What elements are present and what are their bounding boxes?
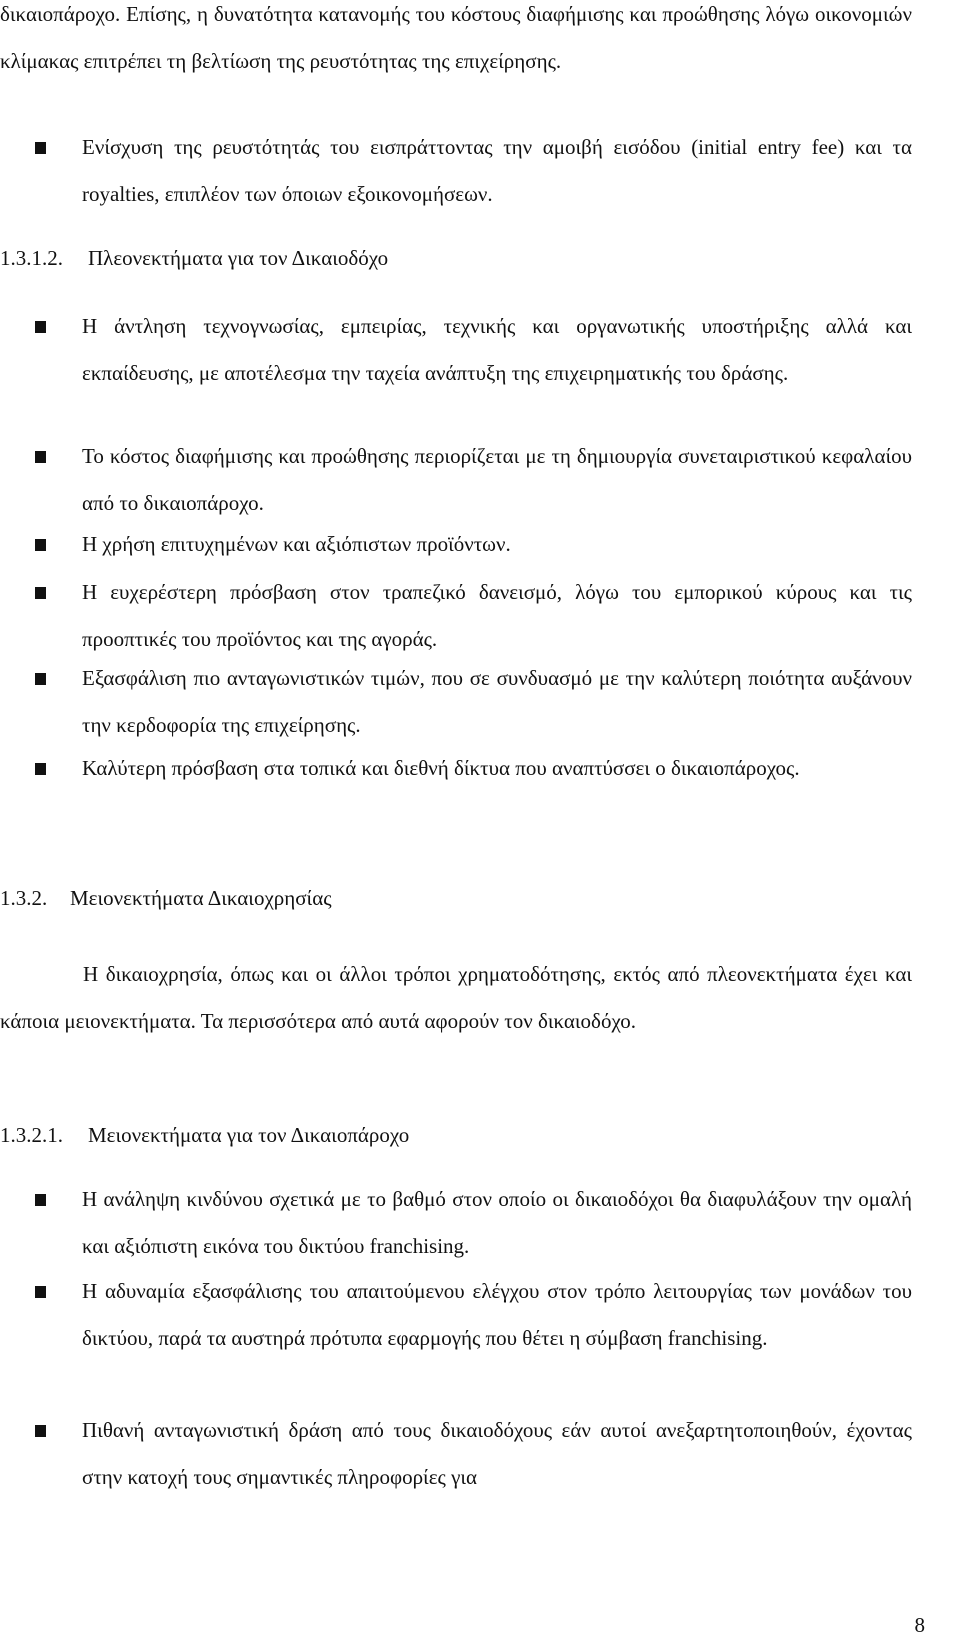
list-item-text: Πιθανή ανταγωνιστική δράση από τους δικαιοδόχους εάν αυτοί ανεξαρτητοποιηθούν, έχοντας στην κατοχή τους σημαντικές πληροφορίες για <box>82 1418 912 1489</box>
square-bullet-icon <box>35 763 46 775</box>
list-item-text: Η ανάληψη κινδύνου σχετικά με το βαθμό στον οποίο οι δικαιοδόχοι θα διαφυλάξουν την ομαλή και αξιόπιστη εικόνα του δικτύου franchising. <box>82 1187 912 1258</box>
list-item-text: Καλύτερη πρόσβαση στα τοπικά και διεθνή δίκτυα που αναπτύσσει ο δικαιοπάροχος. <box>82 756 800 780</box>
section-title: Μειονεκτήματα Δικαιοχρησίας <box>70 886 332 910</box>
section-title: Πλεονεκτήματα για τον Δικαιοδόχο <box>88 246 389 270</box>
section-number: 1.3.2. <box>0 886 48 910</box>
list-item-text: Η άντληση τεχνογνωσίας, εμπειρίας, τεχνικής και οργανωτικής υποστήριξης αλλά και εκπαίδευσης, με αποτέλεσμα την ταχεία ανάπτυξη της επιχειρηματικής του δράσης. <box>82 314 912 385</box>
square-bullet-icon <box>35 1194 46 1206</box>
list-item-text: Η χρήση επιτυχημένων και αξιόπιστων προϊόντων. <box>82 532 511 556</box>
section-paragraph: Η δικαιοχρησία, όπως και οι άλλοι τρόποι χρηματοδότησης, εκτός από πλεονεκτήματα έχει και κάποια μειονεκτήματα. Τα περισσότερα από αυτά αφορούν τον δικαιοδόχο. <box>0 962 912 1033</box>
section-number: 1.3.2.1. <box>0 1123 63 1147</box>
list-item-text: Η αδυναμία εξασφάλισης του απαιτούμενου ελέγχου στον τρόπο λειτουργίας των μονάδων του δικτύου, παρά τα αυστηρά πρότυπα εφαρμογής που θέτει η σύμβαση franchising. <box>82 1279 912 1350</box>
section-heading-132 <box>0 883 332 913</box>
section-heading-1312 <box>0 243 388 273</box>
square-bullet-icon <box>35 1286 46 1298</box>
square-bullet-icon <box>35 673 46 685</box>
square-bullet-icon <box>35 587 46 599</box>
intro-paragraph: δικαιοπάροχο. Επίσης, η δυνατότητα κατανομής του κόστους διαφήμισης και προώθησης λόγω οικονομιών κλίμακας επιτρέπει τη βελτίωση της ρευστότητας της επιχείρησης. <box>0 2 912 73</box>
list-item-text: Ενίσχυση της ρευστότητάς του εισπράττοντας την αμοιβή εισόδου (initial entry fee) και τα royalties, επιπλέον των όποιων εξοικονομήσεων. <box>82 135 912 206</box>
section-heading-1321 <box>0 1120 409 1150</box>
square-bullet-icon <box>35 451 46 463</box>
square-bullet-icon <box>35 142 46 154</box>
list-item-text: Εξασφάλιση πιο ανταγωνιστικών τιμών, που σε συνδυασμό με την καλύτερη ποιότητα αυξάνουν την κερδοφορία της επιχείρησης. <box>82 666 912 737</box>
page-number: 8 <box>914 1613 925 1637</box>
square-bullet-icon <box>35 539 46 551</box>
section-number: 1.3.1.2. <box>0 246 63 270</box>
square-bullet-icon <box>35 321 46 333</box>
list-item-text: Η ευχερέστερη πρόσβαση στον τραπεζικό δανεισμό, λόγω του εμπορικού κύρους και τις προοπτικές του προϊόντος και της αγοράς. <box>82 580 912 651</box>
square-bullet-icon <box>35 1425 46 1437</box>
list-item-text: Το κόστος διαφήμισης και προώθησης περιορίζεται με τη δημιουργία συνεταιριστικού κεφαλαίου από το δικαιοπάροχο. <box>82 444 912 515</box>
section-title: Μειονεκτήματα για τον Δικαιοπάροχο <box>88 1123 410 1147</box>
